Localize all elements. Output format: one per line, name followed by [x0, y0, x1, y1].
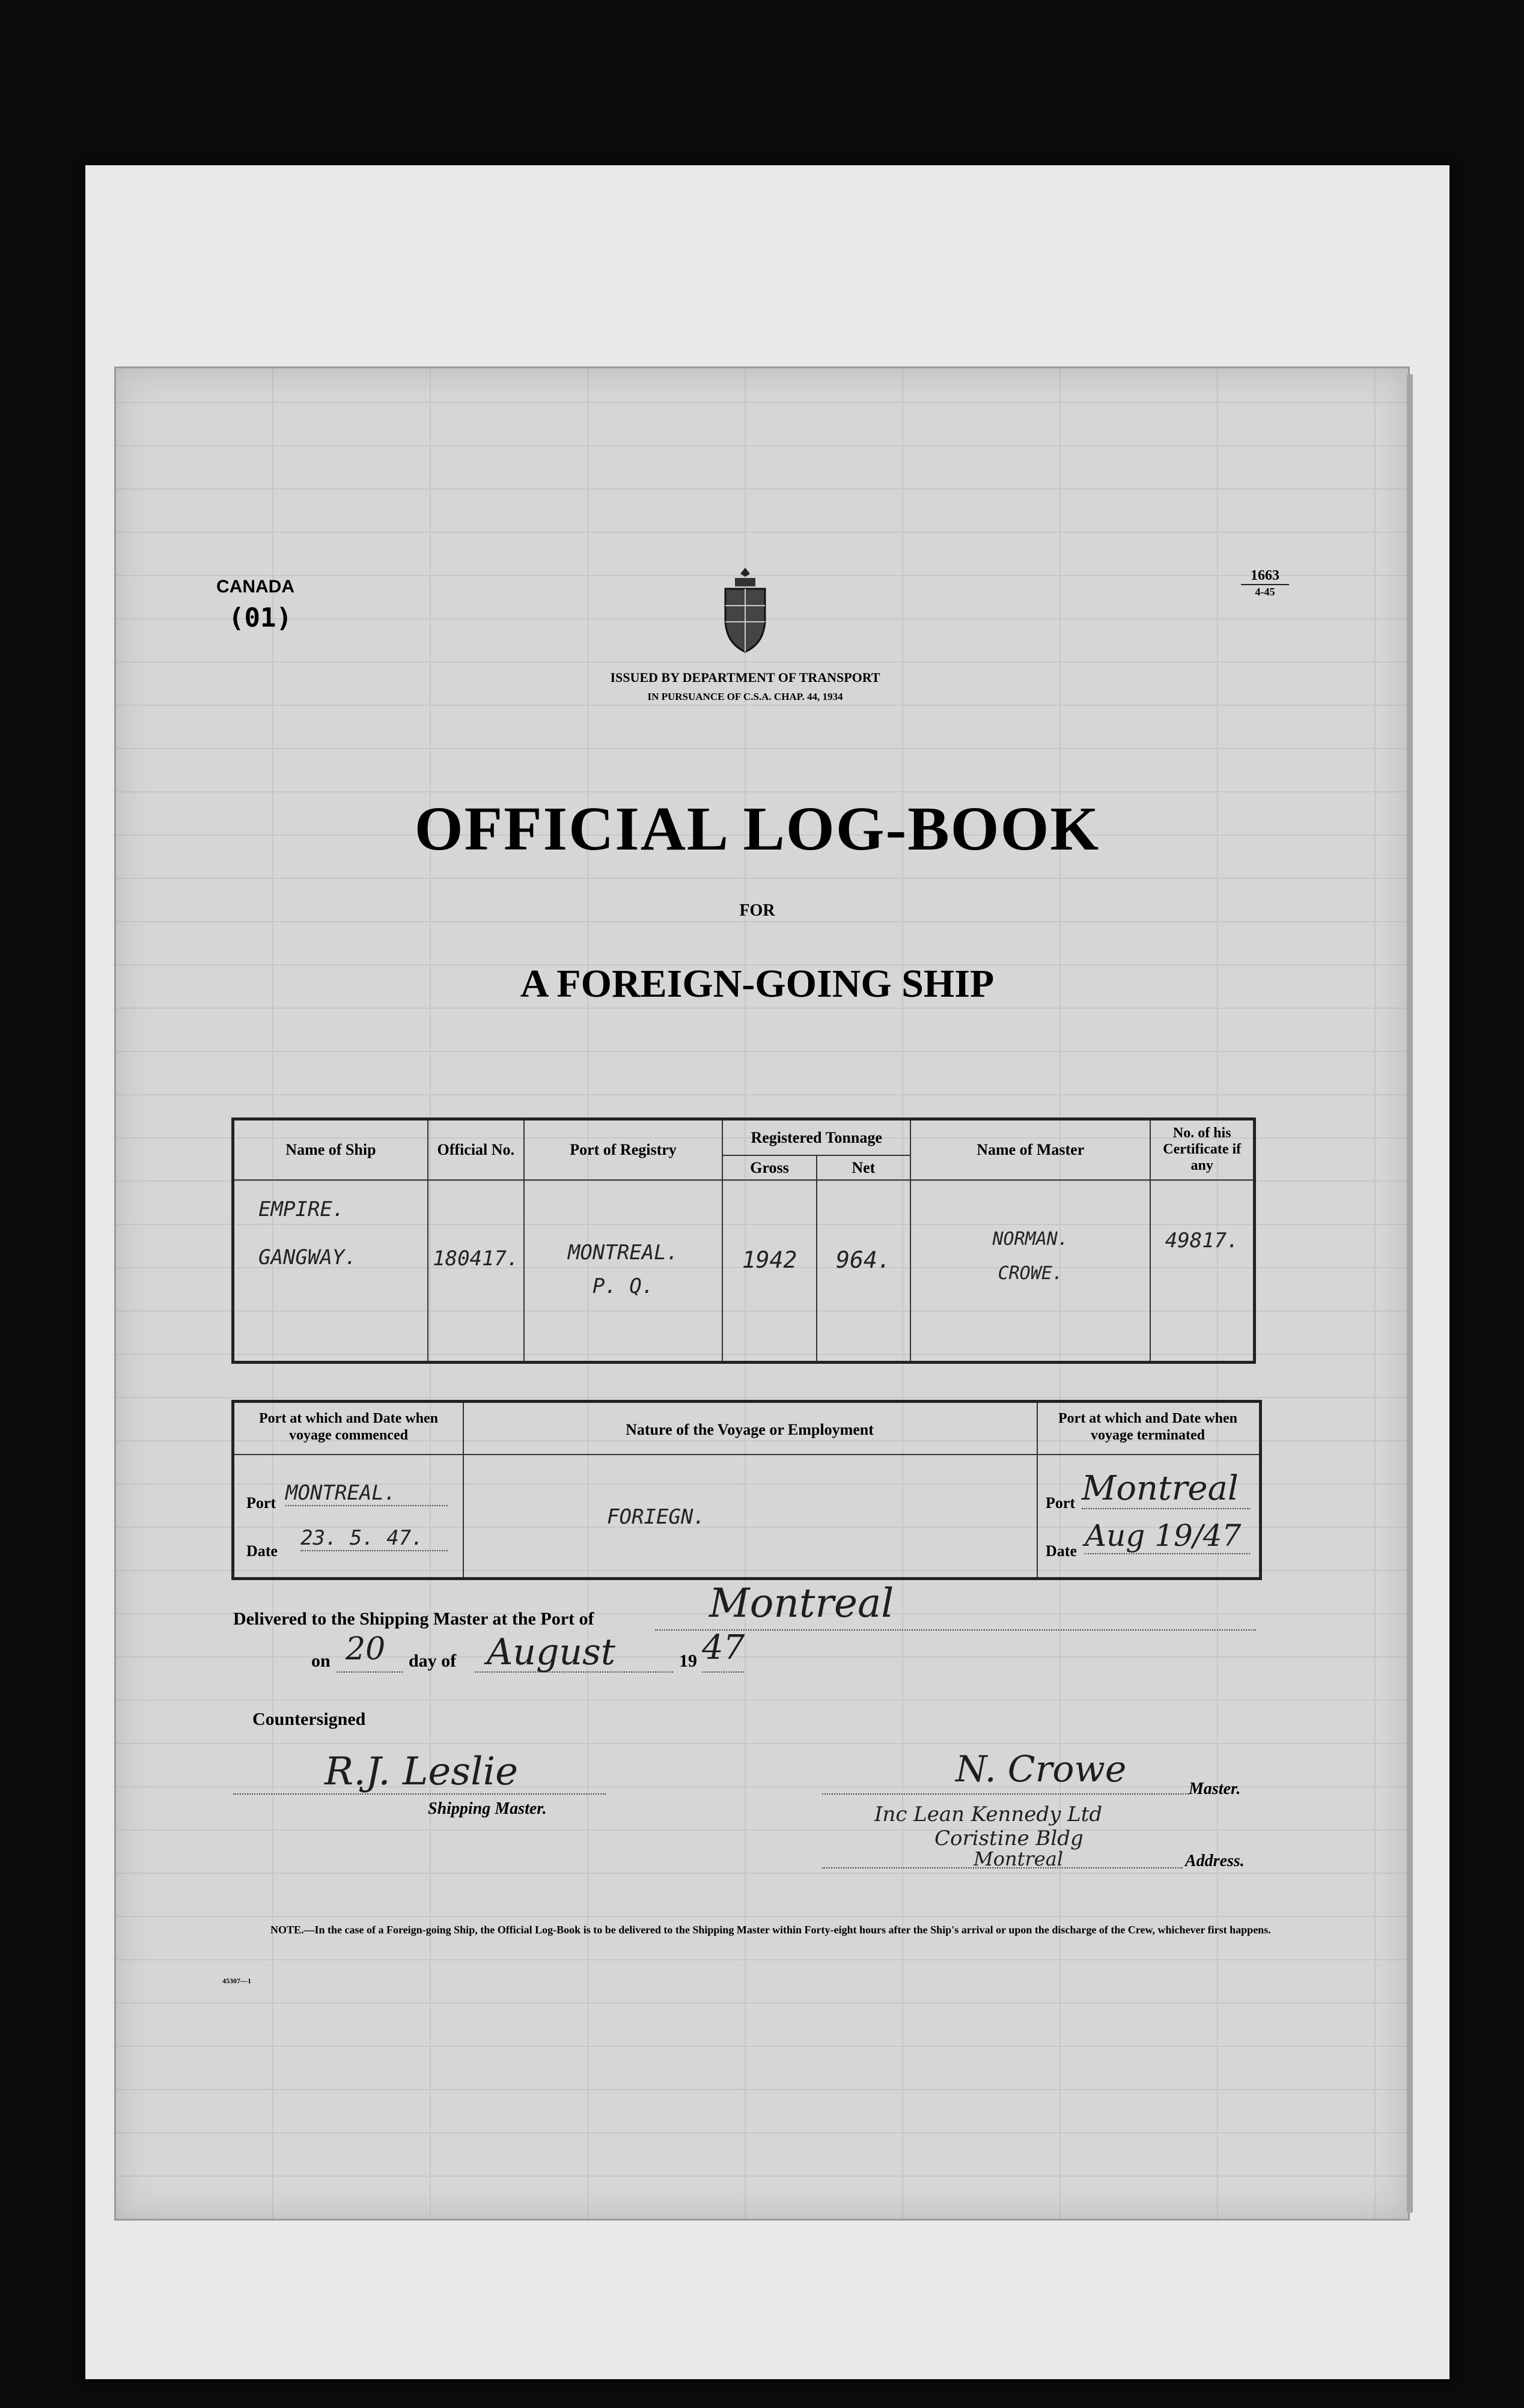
commenced-port-value: MONTREAL. — [285, 1481, 448, 1506]
delivery-year-prefix: 19 — [679, 1651, 697, 1671]
delivery-day-of: day of — [409, 1651, 457, 1671]
port-line2: P. Q. — [592, 1274, 654, 1298]
page-subtitle: A FOREIGN-GOING SHIP — [520, 962, 995, 1006]
countersigned-label: Countersigned — [252, 1709, 366, 1729]
nature-value: FORIEGN. — [607, 1505, 706, 1529]
header-gross: Gross — [722, 1155, 816, 1180]
header-certificate: No. of his Certificate if any — [1150, 1119, 1254, 1180]
net-value: 964. — [836, 1246, 891, 1273]
nature-header: Nature of the Voyage or Employment — [626, 1421, 874, 1438]
header-name-of-master: Name of Master — [910, 1119, 1150, 1180]
gross-value: 1942 — [742, 1246, 797, 1273]
address-label: Address. — [1185, 1852, 1245, 1870]
ship-name-line2: GANGWAY. — [258, 1245, 357, 1269]
page-title: OFFICIAL LOG-BOOK — [414, 794, 1100, 863]
shipping-master-label: Shipping Master. — [428, 1799, 547, 1818]
certificate-value: 49817. — [1165, 1228, 1239, 1253]
title-for: FOR — [739, 901, 775, 920]
address-line3: Montreal — [974, 1847, 1064, 1870]
voyage-box — [231, 1400, 1262, 1580]
country-label: CANADA — [216, 577, 294, 597]
terminated-date-label: Date — [1046, 1542, 1077, 1560]
port-line1: MONTREAL. — [567, 1240, 679, 1265]
terminated-date-value: Aug 19/47 — [1085, 1518, 1250, 1554]
ship-name-line1: EMPIRE. — [258, 1197, 345, 1221]
country-code: (01) — [228, 603, 292, 633]
header-official-no: Official No. — [428, 1119, 524, 1180]
terminated-port-label: Port — [1046, 1494, 1076, 1512]
official-no-value: 180417. — [433, 1246, 519, 1271]
delivery-day: 20 — [346, 1631, 386, 1667]
master-line2: CROWE. — [998, 1262, 1063, 1284]
master-label: Master. — [1189, 1780, 1241, 1798]
print-code: 45307—1 — [222, 1977, 251, 1985]
header-net: Net — [817, 1155, 910, 1180]
address-line1: Inc Lean Kennedy Ltd — [874, 1802, 1103, 1826]
header-registered-tonnage: Registered Tonnage — [722, 1119, 910, 1156]
terminated-header: Port at which and Date when voyage terminated — [1058, 1411, 1237, 1443]
shipping-master-signature: R.J. Leslie — [325, 1750, 518, 1794]
delivery-on: on — [311, 1651, 331, 1671]
form-number: 1663 — [1241, 568, 1289, 585]
commenced-header: Port at which and Date when voyage commenced — [259, 1411, 438, 1443]
ship-particulars-table — [231, 1117, 1256, 1364]
master-line1: NORMAN. — [992, 1228, 1068, 1250]
issued-by: ISSUED BY DEPARTMENT OF TRANSPORT — [610, 670, 880, 685]
delivery-note: NOTE.—In the case of a Foreign-going Ship, the Official Log-Book is to be delivered to the Shipping Master within Forty-eight hours after the Ship's arrival or upon the discharge of the Crew, whichever first happens. — [270, 1924, 1271, 1936]
header-name-of-ship: Name of Ship — [233, 1119, 428, 1180]
delivery-port: Montreal — [709, 1580, 894, 1626]
master-signature: N. Crowe — [956, 1748, 1127, 1790]
address-line2: Coristine Bldg — [934, 1826, 1084, 1850]
pursuance: IN PURSUANCE OF C.S.A. CHAP. 44, 1934 — [647, 691, 843, 702]
delivery-year: 47 — [702, 1628, 745, 1667]
form-date: 4-45 — [1255, 586, 1275, 598]
delivery-text: Delivered to the Shipping Master at the Port of — [233, 1609, 594, 1629]
coat-of-arms-icon — [718, 565, 772, 655]
terminated-port-value: Montreal — [1082, 1469, 1250, 1509]
delivery-month: August — [487, 1631, 615, 1673]
commenced-date-label: Date — [246, 1542, 278, 1560]
commenced-port-label: Port — [246, 1494, 276, 1512]
commenced-date-value: 23. 5. 47. — [300, 1526, 448, 1551]
header-port-of-registry: Port of Registry — [524, 1119, 723, 1180]
